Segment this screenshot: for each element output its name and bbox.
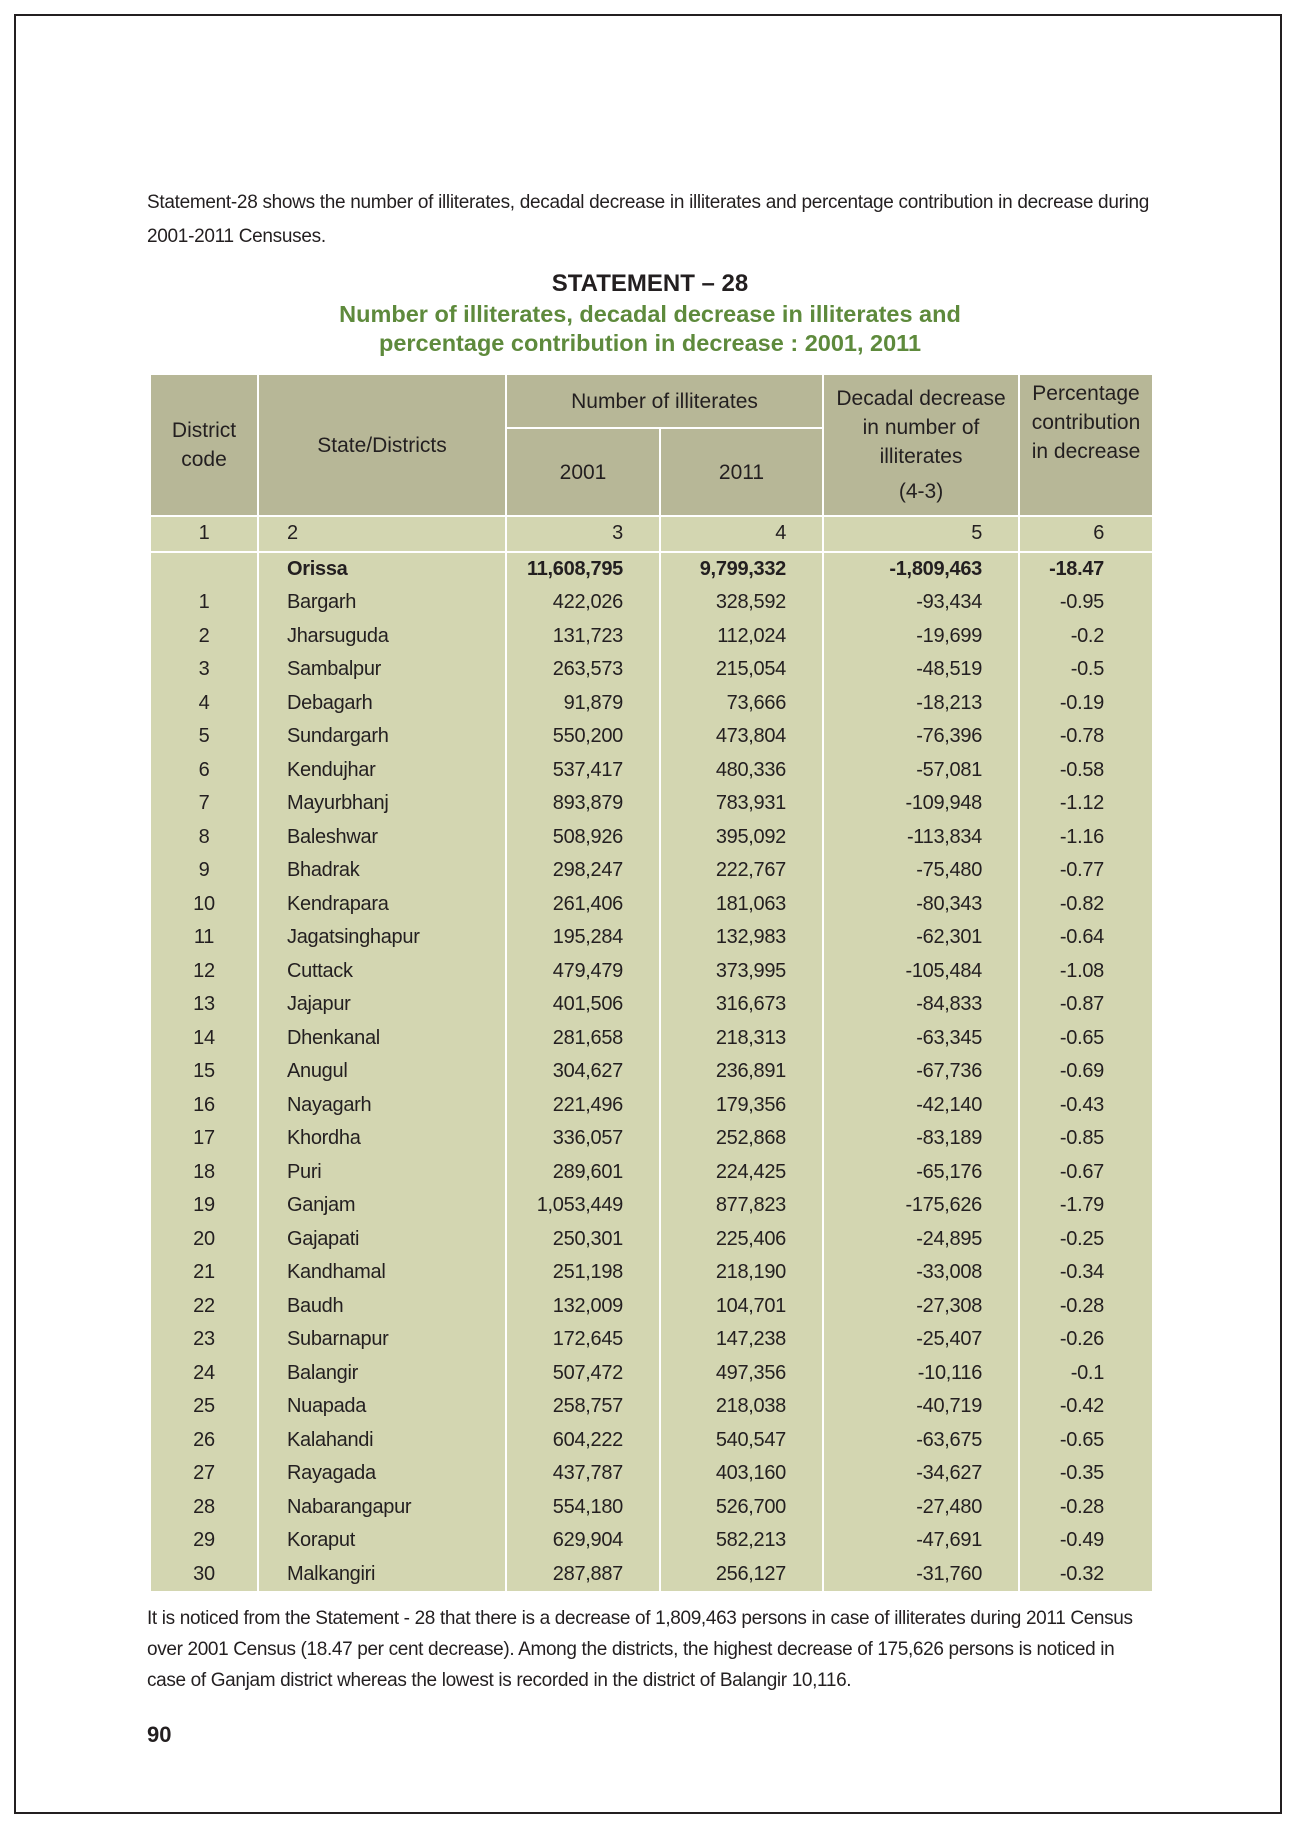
table-row	[150, 1491, 1153, 1525]
district-name-cell: Puri	[258, 1156, 506, 1190]
index-cell: 1	[150, 516, 258, 552]
table-row	[150, 586, 1153, 620]
statement-table	[149, 373, 1154, 1593]
statement-table-body	[150, 516, 1153, 1592]
district-name-cell: Koraput	[258, 1524, 506, 1558]
illiterates-2011-cell: 218,190	[660, 1256, 823, 1290]
table-row	[150, 1223, 1153, 1257]
illiterates-2011-cell: 225,406	[660, 1223, 823, 1257]
district-code-cell: 22	[150, 1290, 258, 1324]
district-code-cell: 9	[150, 854, 258, 888]
illiterates-2001-cell: 437,787	[506, 1457, 660, 1491]
illiterates-2001-cell: 604,222	[506, 1424, 660, 1458]
statement-label: STATEMENT – 28	[551, 270, 749, 297]
table-row	[150, 1457, 1153, 1491]
percentage-contribution-cell: -0.28	[1019, 1491, 1153, 1525]
district-name-cell: Sambalpur	[258, 653, 506, 687]
district-code-cell: 1	[150, 586, 258, 620]
percentage-contribution-cell: -0.49	[1019, 1524, 1153, 1558]
district-name-cell: Nayagarh	[258, 1089, 506, 1123]
header-decadal-decrease-text: Decadal decrease in number of illiterates	[836, 387, 1006, 468]
district-name-cell: Kalahandi	[258, 1424, 506, 1458]
district-name-cell: Balangir	[258, 1357, 506, 1391]
decadal-decrease-cell: -67,736	[823, 1055, 1019, 1089]
table-row	[150, 1524, 1153, 1558]
district-code-cell: 25	[150, 1390, 258, 1424]
decadal-decrease-cell: -65,176	[823, 1156, 1019, 1190]
illiterates-2001-cell: 537,417	[506, 754, 660, 788]
percentage-contribution-cell: -0.67	[1019, 1156, 1153, 1190]
index-cell: 6	[1019, 516, 1153, 552]
percentage-contribution-cell: -1.08	[1019, 955, 1153, 989]
decadal-decrease-cell: -33,008	[823, 1256, 1019, 1290]
illiterates-2011-cell: 526,700	[660, 1491, 823, 1525]
table-row	[150, 821, 1153, 855]
decadal-decrease-cell: -57,081	[823, 754, 1019, 788]
decadal-decrease-cell: -47,691	[823, 1524, 1019, 1558]
illiterates-2011-cell: 328,592	[660, 586, 823, 620]
district-code-cell: 20	[150, 1223, 258, 1257]
district-name-cell: Bhadrak	[258, 854, 506, 888]
decadal-decrease-cell: -19,699	[823, 620, 1019, 654]
illiterates-2011-cell: 215,054	[660, 653, 823, 687]
percentage-contribution-cell: -0.95	[1019, 586, 1153, 620]
district-code-cell: 24	[150, 1357, 258, 1391]
illiterates-2001-cell: 893,879	[506, 787, 660, 821]
illiterates-2011-cell: 480,336	[660, 754, 823, 788]
table-row	[150, 1089, 1153, 1123]
illiterates-2011-cell: 582,213	[660, 1524, 823, 1558]
header-percentage-contribution: Percentage contribution in decrease	[1019, 374, 1153, 516]
illiterates-2011-cell: 256,127	[660, 1558, 823, 1593]
percentage-contribution-cell: -0.26	[1019, 1323, 1153, 1357]
illiterates-2001-cell: 304,627	[506, 1055, 660, 1089]
district-name-cell: Cuttack	[258, 955, 506, 989]
district-name-cell: Rayagada	[258, 1457, 506, 1491]
district-code-cell: 28	[150, 1491, 258, 1525]
illiterates-2001-cell: 131,723	[506, 620, 660, 654]
district-code-cell: 30	[150, 1558, 258, 1593]
percentage-contribution-cell: -0.42	[1019, 1390, 1153, 1424]
district-name-cell: Malkangiri	[258, 1558, 506, 1593]
statement-title-line-1: Number of illiterates, decadal decrease in illiterates and	[339, 301, 961, 327]
illiterates-2001-cell: 221,496	[506, 1089, 660, 1123]
district-name-cell: Nabarangapur	[258, 1491, 506, 1525]
statement-title-line-2: percentage contribution in decrease : 2001, 2011	[378, 330, 922, 356]
decadal-decrease-cell: -62,301	[823, 921, 1019, 955]
percentage-contribution-cell: -0.82	[1019, 888, 1153, 922]
decadal-decrease-cell: -40,719	[823, 1390, 1019, 1424]
district-code-cell: 10	[150, 888, 258, 922]
percentage-contribution-cell: -0.25	[1019, 1223, 1153, 1257]
illiterates-2011-cell: 112,024	[660, 620, 823, 654]
header-decadal-formula: (4-3)	[898, 480, 944, 503]
decadal-decrease-cell: -63,675	[823, 1424, 1019, 1458]
illiterates-2001-cell: 479,479	[506, 955, 660, 989]
decadal-decrease-cell: -63,345	[823, 1022, 1019, 1056]
table-row	[150, 988, 1153, 1022]
index-cell: 3	[506, 516, 660, 552]
district-name-cell: Khordha	[258, 1122, 506, 1156]
decadal-decrease-cell: -83,189	[823, 1122, 1019, 1156]
illiterates-2011-cell: 316,673	[660, 988, 823, 1022]
district-name-cell: Baleshwar	[258, 821, 506, 855]
district-code-cell: 13	[150, 988, 258, 1022]
statement-table-wrapper	[149, 373, 1152, 1593]
table-row	[150, 1256, 1153, 1290]
illiterates-2011-cell: 132,983	[660, 921, 823, 955]
header-year-2001: 2001	[506, 428, 660, 516]
district-name-cell: Baudh	[258, 1290, 506, 1324]
illiterates-2011-cell: 252,868	[660, 1122, 823, 1156]
state-2001-cell: 11,608,795	[506, 552, 660, 587]
illiterates-2001-cell: 172,645	[506, 1323, 660, 1357]
district-name-cell: Jagatsinghapur	[258, 921, 506, 955]
illiterates-2001-cell: 251,198	[506, 1256, 660, 1290]
decadal-decrease-cell: -76,396	[823, 720, 1019, 754]
decadal-decrease-cell: -84,833	[823, 988, 1019, 1022]
decadal-decrease-cell: -24,895	[823, 1223, 1019, 1257]
district-name-cell: Anugul	[258, 1055, 506, 1089]
district-code-cell: 14	[150, 1022, 258, 1056]
table-row	[150, 1156, 1153, 1190]
percentage-contribution-cell: -0.65	[1019, 1424, 1153, 1458]
illiterates-2001-cell: 281,658	[506, 1022, 660, 1056]
percentage-contribution-cell: -0.32	[1019, 1558, 1153, 1593]
percentage-contribution-cell: -0.1	[1019, 1357, 1153, 1391]
index-cell: 5	[823, 516, 1019, 552]
illiterates-2011-cell: 181,063	[660, 888, 823, 922]
illiterates-2011-cell: 179,356	[660, 1089, 823, 1123]
district-code-cell: 29	[150, 1524, 258, 1558]
illiterates-2001-cell: 336,057	[506, 1122, 660, 1156]
table-row	[150, 720, 1153, 754]
decadal-decrease-cell: -109,948	[823, 787, 1019, 821]
illiterates-2001-cell: 258,757	[506, 1390, 660, 1424]
illiterates-2001-cell: 508,926	[506, 821, 660, 855]
table-row	[150, 1022, 1153, 1056]
header-state-districts: State/Districts	[258, 374, 506, 516]
district-code-cell: 19	[150, 1189, 258, 1223]
intro-paragraph: Statement-28 shows the number of illiterates, decadal decrease in illiterates and percentage contribution in decrease during 2001-2011 Censuses.	[147, 192, 1150, 247]
table-row	[150, 1390, 1153, 1424]
index-cell: 2	[258, 516, 506, 552]
state-decrease-cell: -1,809,463	[823, 552, 1019, 587]
decadal-decrease-cell: -27,480	[823, 1491, 1019, 1525]
percentage-contribution-cell: -0.64	[1019, 921, 1153, 955]
header-decadal-decrease	[823, 374, 1019, 516]
illiterates-2001-cell: 261,406	[506, 888, 660, 922]
illiterates-2001-cell: 401,506	[506, 988, 660, 1022]
table-row	[150, 955, 1153, 989]
page-number: 90	[147, 1722, 172, 1747]
illiterates-2011-cell: 224,425	[660, 1156, 823, 1190]
state-total-row	[150, 552, 1153, 587]
state-code-cell	[150, 552, 258, 587]
illiterates-2011-cell: 395,092	[660, 821, 823, 855]
percentage-contribution-cell: -1.79	[1019, 1189, 1153, 1223]
district-code-cell: 11	[150, 921, 258, 955]
state-percentage-cell: -18.47	[1019, 552, 1153, 587]
decadal-decrease-cell: -42,140	[823, 1089, 1019, 1123]
district-code-cell: 26	[150, 1424, 258, 1458]
table-row	[150, 1189, 1153, 1223]
illiterates-2001-cell: 132,009	[506, 1290, 660, 1324]
district-name-cell: Sundargarh	[258, 720, 506, 754]
district-name-cell: Debagarh	[258, 687, 506, 721]
district-code-cell: 6	[150, 754, 258, 788]
district-name-cell: Jajapur	[258, 988, 506, 1022]
decadal-decrease-cell: -25,407	[823, 1323, 1019, 1357]
illiterates-2011-cell: 497,356	[660, 1357, 823, 1391]
district-code-cell: 27	[150, 1457, 258, 1491]
district-code-cell: 17	[150, 1122, 258, 1156]
decadal-decrease-cell: -18,213	[823, 687, 1019, 721]
decadal-decrease-cell: -113,834	[823, 821, 1019, 855]
decadal-decrease-cell: -175,626	[823, 1189, 1019, 1223]
decadal-decrease-cell: -105,484	[823, 955, 1019, 989]
index-cell: 4	[660, 516, 823, 552]
district-name-cell: Gajapati	[258, 1223, 506, 1257]
table-row	[150, 787, 1153, 821]
decadal-decrease-cell: -75,480	[823, 854, 1019, 888]
district-name-cell: Subarnapur	[258, 1323, 506, 1357]
illiterates-2001-cell: 91,879	[506, 687, 660, 721]
table-row	[150, 687, 1153, 721]
table-row	[150, 921, 1153, 955]
illiterates-2001-cell: 263,573	[506, 653, 660, 687]
district-name-cell: Mayurbhanj	[258, 787, 506, 821]
district-code-cell: 21	[150, 1256, 258, 1290]
percentage-contribution-cell: -0.35	[1019, 1457, 1153, 1491]
decadal-decrease-cell: -34,627	[823, 1457, 1019, 1491]
illiterates-2001-cell: 550,200	[506, 720, 660, 754]
illiterates-2011-cell: 236,891	[660, 1055, 823, 1089]
state-2011-cell: 9,799,332	[660, 552, 823, 587]
illiterates-2011-cell: 218,038	[660, 1390, 823, 1424]
district-name-cell: Kendrapara	[258, 888, 506, 922]
percentage-contribution-cell: -0.43	[1019, 1089, 1153, 1123]
illiterates-2011-cell: 473,804	[660, 720, 823, 754]
illiterates-2011-cell: 403,160	[660, 1457, 823, 1491]
table-row	[150, 653, 1153, 687]
district-name-cell: Dhenkanal	[258, 1022, 506, 1056]
table-row	[150, 754, 1153, 788]
district-name-cell: Kendujhar	[258, 754, 506, 788]
state-name-cell: Orissa	[258, 552, 506, 587]
district-code-cell: 15	[150, 1055, 258, 1089]
header-year-2011: 2011	[660, 428, 823, 516]
district-name-cell: Jharsuguda	[258, 620, 506, 654]
district-code-cell: 5	[150, 720, 258, 754]
illiterates-2011-cell: 104,701	[660, 1290, 823, 1324]
district-code-cell: 16	[150, 1089, 258, 1123]
decadal-decrease-cell: -27,308	[823, 1290, 1019, 1324]
table-row	[150, 854, 1153, 888]
decadal-decrease-cell: -80,343	[823, 888, 1019, 922]
table-row	[150, 1558, 1153, 1593]
table-row	[150, 1055, 1153, 1089]
illiterates-2001-cell: 422,026	[506, 586, 660, 620]
percentage-contribution-cell: -0.69	[1019, 1055, 1153, 1089]
illiterates-2011-cell: 218,313	[660, 1022, 823, 1056]
decadal-decrease-cell: -48,519	[823, 653, 1019, 687]
illiterates-2001-cell: 554,180	[506, 1491, 660, 1525]
percentage-contribution-cell: -1.12	[1019, 787, 1153, 821]
percentage-contribution-cell: -0.87	[1019, 988, 1153, 1022]
decadal-decrease-cell: -10,116	[823, 1357, 1019, 1391]
district-code-cell: 23	[150, 1323, 258, 1357]
illiterates-2001-cell: 1,053,449	[506, 1189, 660, 1223]
district-code-cell: 4	[150, 687, 258, 721]
illiterates-2011-cell: 877,823	[660, 1189, 823, 1223]
table-row	[150, 1357, 1153, 1391]
decadal-decrease-cell: -93,434	[823, 586, 1019, 620]
illiterates-2001-cell: 250,301	[506, 1223, 660, 1257]
illiterates-2011-cell: 73,666	[660, 687, 823, 721]
table-row	[150, 1323, 1153, 1357]
table-row	[150, 888, 1153, 922]
district-code-cell: 18	[150, 1156, 258, 1190]
district-code-cell: 3	[150, 653, 258, 687]
illiterates-2001-cell: 195,284	[506, 921, 660, 955]
percentage-contribution-cell: -0.65	[1019, 1022, 1153, 1056]
table-row	[150, 1290, 1153, 1324]
percentage-contribution-cell: -0.28	[1019, 1290, 1153, 1324]
district-code-cell: 7	[150, 787, 258, 821]
illiterates-2011-cell: 222,767	[660, 854, 823, 888]
district-name-cell: Kandhamal	[258, 1256, 506, 1290]
illiterates-2011-cell: 540,547	[660, 1424, 823, 1458]
statement-title	[0, 300, 1300, 358]
table-row	[150, 620, 1153, 654]
district-code-cell: 12	[150, 955, 258, 989]
column-index-row	[150, 516, 1153, 552]
percentage-contribution-cell: -0.58	[1019, 754, 1153, 788]
illiterates-2011-cell: 147,238	[660, 1323, 823, 1357]
header-number-of-illiterates: Number of illiterates	[506, 374, 823, 428]
percentage-contribution-cell: -0.34	[1019, 1256, 1153, 1290]
percentage-contribution-cell: -0.77	[1019, 854, 1153, 888]
percentage-contribution-cell: -1.16	[1019, 821, 1153, 855]
district-name-cell: Bargarh	[258, 586, 506, 620]
summary-paragraph: It is noticed from the Statement - 28 that there is a decrease of 1,809,463 persons in case of illiterates during 2011 Census over 2001 Census (18.47 per cent decrease). Among the districts, the highest decrease of 175,626 persons is noticed in case of Ganjam district whereas the lowest is recorded in the district of Balangir 10,116.	[147, 1608, 1133, 1691]
percentage-contribution-cell: -0.85	[1019, 1122, 1153, 1156]
district-name-cell: Nuapada	[258, 1390, 506, 1424]
decadal-decrease-cell: -31,760	[823, 1558, 1019, 1593]
district-name-cell: Ganjam	[258, 1189, 506, 1223]
percentage-contribution-cell: -0.19	[1019, 687, 1153, 721]
illiterates-2011-cell: 783,931	[660, 787, 823, 821]
illiterates-2001-cell: 507,472	[506, 1357, 660, 1391]
percentage-contribution-cell: -0.5	[1019, 653, 1153, 687]
district-code-cell: 2	[150, 620, 258, 654]
table-row	[150, 1122, 1153, 1156]
header-district-code: District code	[150, 374, 258, 516]
illiterates-2001-cell: 629,904	[506, 1524, 660, 1558]
illiterates-2001-cell: 287,887	[506, 1558, 660, 1593]
illiterates-2011-cell: 373,995	[660, 955, 823, 989]
illiterates-2001-cell: 298,247	[506, 854, 660, 888]
percentage-contribution-cell: -0.78	[1019, 720, 1153, 754]
illiterates-2001-cell: 289,601	[506, 1156, 660, 1190]
table-row	[150, 1424, 1153, 1458]
district-code-cell: 8	[150, 821, 258, 855]
percentage-contribution-cell: -0.2	[1019, 620, 1153, 654]
